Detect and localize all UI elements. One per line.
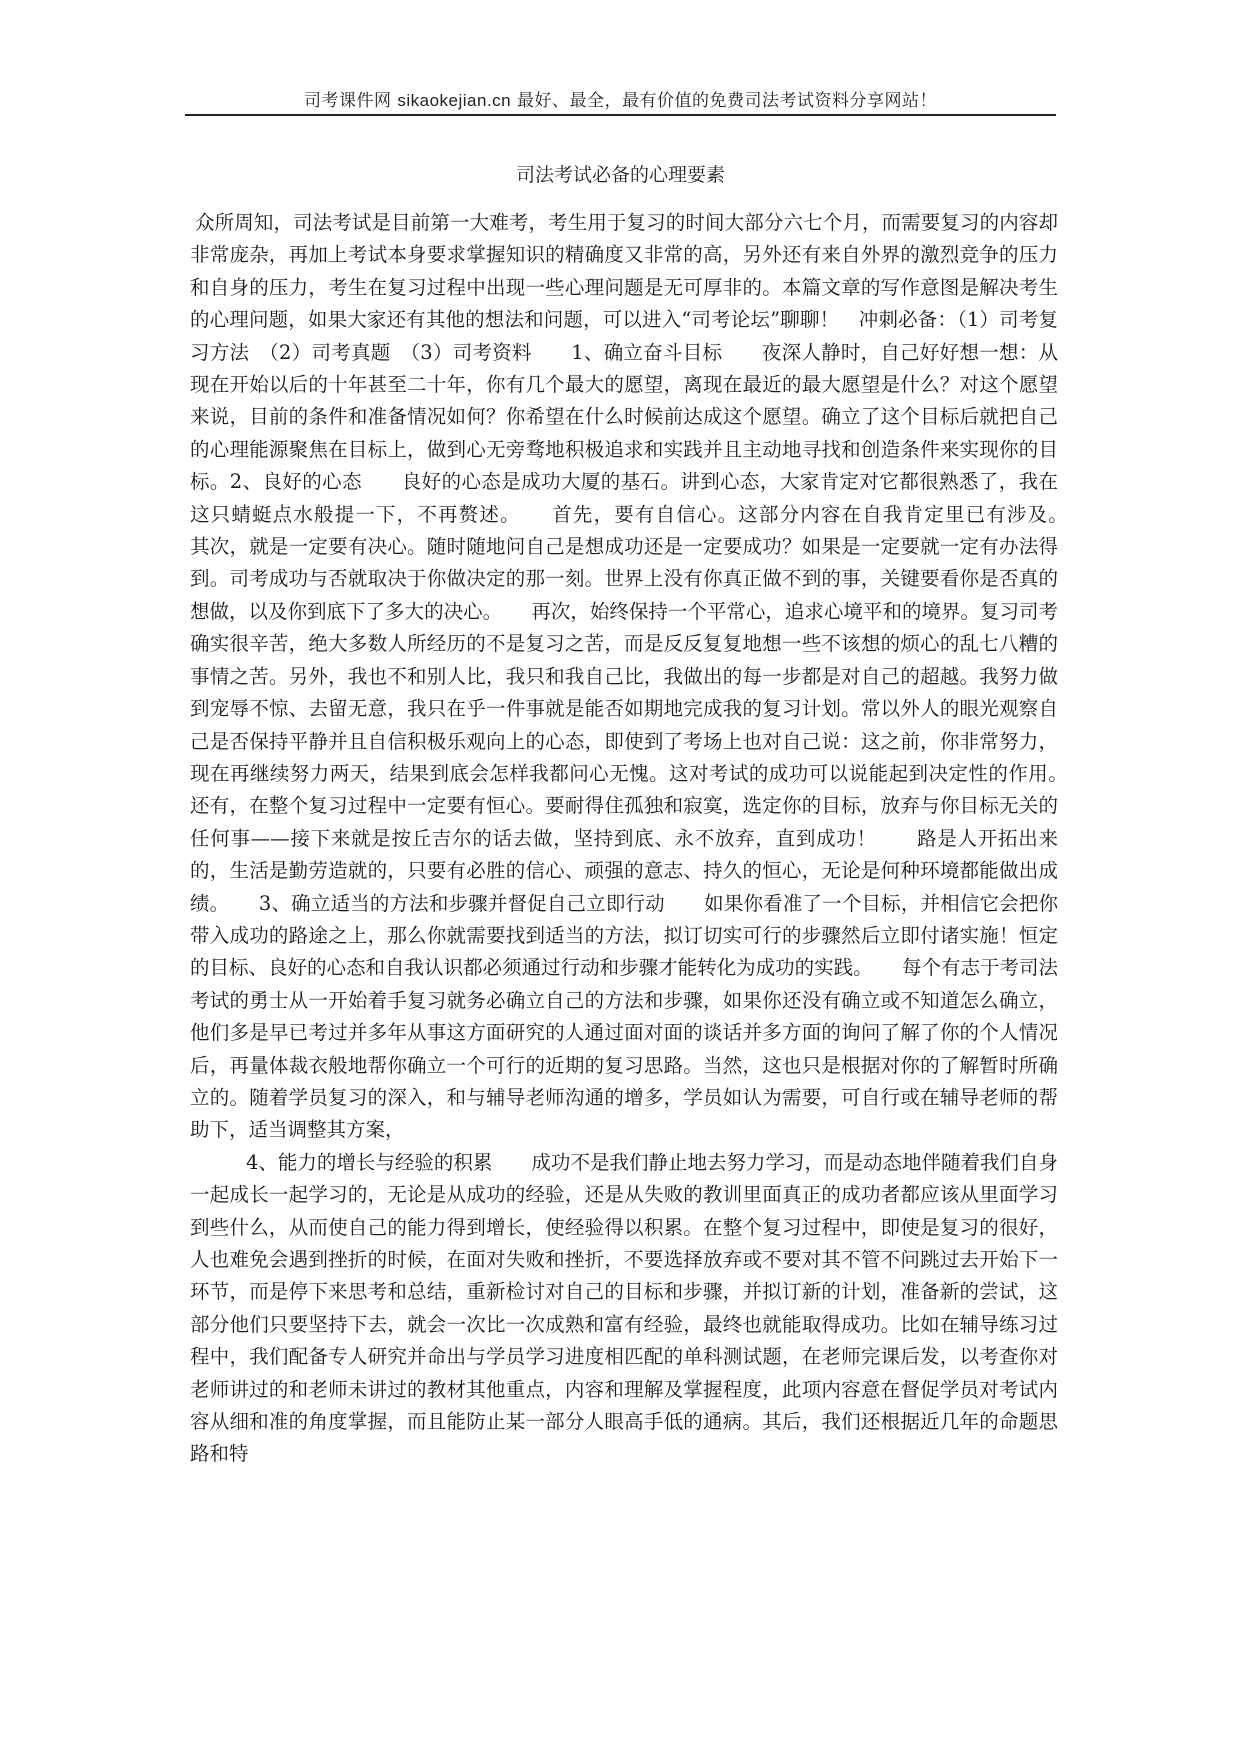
site-tagline: 最好、最全，最有价值的免费司法考试资料分享网站！ — [517, 91, 938, 111]
body-paragraph-1: 众所周知，司法考试是目前第一大难考，考生用于复习的时间大部分六七个月，而需要复习的内容却非常庞杂，再加上考试本身要求掌握知识的精确度又非常的高，另外还有来自外界的激烈竞争的压力和自身的压力，考生在复习过程中出现一些心理问题是无可厚非的。本篇文章的写作意图是解决考生的心理问题，如果大家还有其他的想法和问题，可以进入“司考论坛”聊聊！ 冲刺必备：（1）司考复习方法 （2）司考真题 （3）司考资料 1、确立奋斗目标 夜深人静时，自己好好想一想：从现在开始以后的十年甚至二十年，你有几个最大的愿望，离现在最近的最大愿望是什么？对这个愿望来说，目前的条件和准备情况如何？你希望在什么时候前达成这个愿望。确立了这个目标后就把自己的心理能源聚焦在目标上，做到心无旁骛地积极追求和实践并且主动地寻找和创造条件来实现你的目标。2、良好的心态 良好的心态是成功大厦的基石。讲到心态，大家肯定对它都很熟悉了，我在这只蜻蜓点水般提一下，不再赘述。 首先，要有自信心。这部分内容在自我肯定里已有涉及。 其次，就是一定要有决心。随时随地问自己是想成功还是一定要成功？如果是一定要就一定有办法得到。司考成功与否就取决于你做决定的那一刻。世界上没有你真正做不到的事，关键要看你是否真的想做，以及你到底下了多大的决心。 再次，始终保持一个平常心，追求心境平和的境界。复习司考确实很辛苦，绝大多数人所经历的不是复习之苦，而是反反复复地想一些不该想的烦心的乱七八糟的事情之苦。另外，我也不和别人比，我只和我自己比，我做出的每一步都是对自己的超越。我努力做到宠辱不惊、去留无意，我只在乎一件事就是能否如期地完成我的复习计划。常以外人的眼光观察自己是否保持平静并且自信积极乐观向上的心态，即使到了考场上也对自己说：这之前，你非常努力，现在再继续努力两天，结果到底会怎样我都问心无愧。这对考试的成功可以说能起到决定性的作用。 还有，在整个复习过程中一定要有恒心。要耐得住孤独和寂寞，选定你的目标，放弃与你目标无关的任何事——接下来就是按丘吉尔的话去做，坚持到底、永不放弃，直到成功！ 路是人开拓出来的，生活是勤劳造就的，只要有必胜的信心、顽强的意志、持久的恒心，无论是何种环境都能做出成绩。 3、确立适当的方法和步骤并督促自己立即行动 如果你看准了一个目标，并相信它会把你带入成功的路途之上，那么你就需要找到适当的方法，拟订切实可行的步骤然后立即付诸实施！恒定的目标、良好的心态和自我认识都必须通过行动和步骤才能转化为成功的实践。 每个有志于考司法考试的勇士从一开始着手复习就务必确立自己的方法和步骤，如果你还没有确立或不知道怎么确立，他们多是早已考过并多年从事这方面研究的人通过面对面的谈话并多方面的询问了解了你的个人情况后，再量体裁衣般地帮你确立一个可行的近期的复习思路。当然，这也只是根据对你的了解暂时所确立的。随着学员复习的深入，和与辅导老师沟通的增多，学员如认为需要，可自行或在辅导老师的帮助下，适当调整其方案， — [190, 211, 1098, 1142]
header-divider — [185, 114, 1056, 116]
body-paragraph-2: 4、能力的增长与经验的积累 成功不是我们静止地去努力学习，而是动态地伴随着我们自身一起成长一起学习的，无论是从成功的经验，还是从失败的教训里面真正的成功者都应该从里面学习到些什么，从而使自己的能力得到增长，使经验得以积累。在整个复习过程中，即使是复习的很好，人也难免会遇到挫折的时候，在面对失败和挫折，不要选择放弃或不要对其不管不问跳过去开始下一环节，而是停下来思考和总结，重新检讨对自己的目标和步骤，并拟订新的计划，准备新的尝试，这部分他们只要坚持下去，就会一次比一次成熟和富有经验，最终也就能取得成功。比如在辅导练习过程中，我们配备专人研究并命出与学员学习进度相匹配的单科测试题，在老师完课后发，以考查你对老师讲过的和老师未讲过的教材其他重点，内容和理解及掌握程度，此项内容意在督促学员对考试内容从细和准的角度掌握，而且能防止某一部分人眼高手低的通病。其后，我们还根据近几年的命题思路和特 — [190, 1150, 1058, 1466]
document-title: 司法考试必备的心理要素 — [515, 164, 725, 186]
site-name: 司考课件网 — [303, 91, 392, 111]
site-url: sikaokejian.cn — [397, 91, 512, 110]
page-header — [185, 86, 1056, 111]
document-body — [190, 207, 1098, 1471]
